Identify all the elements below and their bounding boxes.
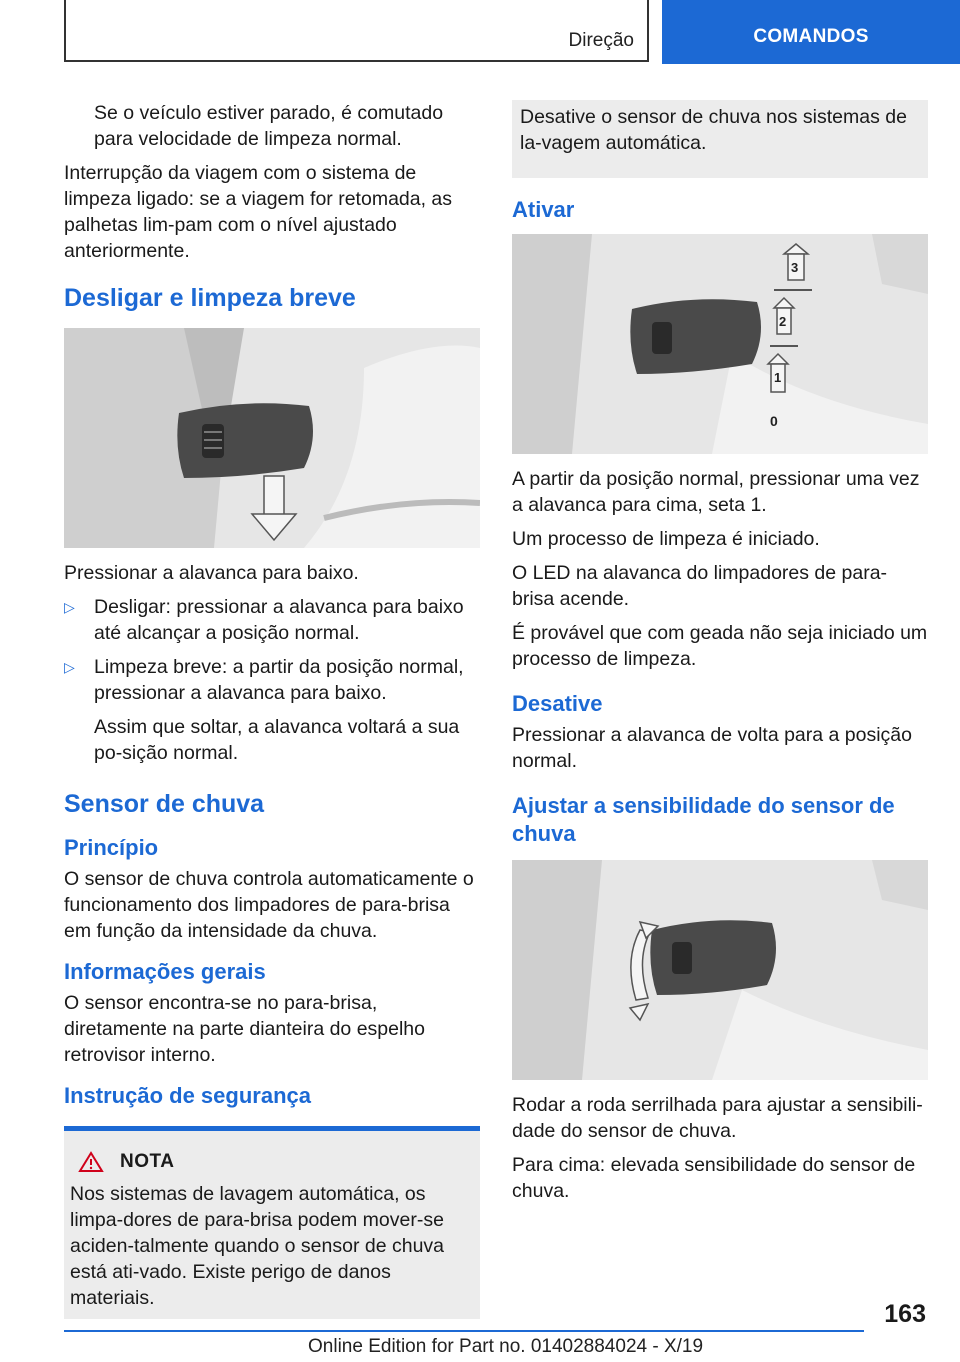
position-label: 2: [779, 314, 787, 329]
chapter-title: Direção: [568, 30, 634, 51]
subsection-heading: Desative: [512, 691, 603, 716]
triangle-bullet-icon: ▷: [64, 599, 75, 615]
wheel-illustration: [512, 860, 928, 1080]
subsection-heading: Informações gerais: [64, 959, 266, 984]
subsection-heading: Instrução de segurança: [64, 1083, 311, 1108]
sensitivity-wheel-image: [512, 860, 928, 1080]
section-tab[interactable]: COMANDOS: [662, 0, 960, 64]
info-box: [512, 100, 928, 178]
subsection-heading: Ativar: [512, 197, 575, 222]
warning-icon: [78, 1151, 104, 1173]
section-heading: Desligar e limpeza breve: [64, 284, 356, 312]
list-item-text: Desligar: pressionar a alavanca para baixo até alcançar a posição normal.: [94, 596, 464, 644]
list-item: [64, 594, 480, 646]
notice-box: [64, 1126, 480, 1319]
notice-title: NOTA: [120, 1151, 175, 1172]
position-label: 1: [774, 370, 782, 385]
info-text: Desative o sensor de chuva nos sistemas de la-vagem automática.: [520, 106, 907, 154]
paragraph: Interrupção da viagem com o sistema de limpeza ligado: se a viagem for retomada, as palhetas lim-pam com o nível ajustado anteriormente.: [64, 162, 453, 262]
page-number: 163: [884, 1300, 926, 1328]
page-header: [0, 0, 960, 64]
subsection-heading: Ajustar a sensibilidade do sensor de chuva: [512, 793, 895, 846]
paragraph: Se o veículo estiver parado, é comutado para velocidade de limpeza normal.: [94, 102, 444, 150]
paragraph: Um processo de limpeza é iniciado.: [512, 528, 820, 550]
edition-note: Online Edition for Part no. 01402884024 - X/19: [308, 1336, 704, 1357]
list-item-text: Limpeza breve: a partir da posição normal, pressionar a alavanca para baixo.: [94, 656, 464, 704]
triangle-bullet-icon: ▷: [64, 659, 75, 675]
left-column: [64, 100, 480, 1319]
notice-text: Nos sistemas de lavagem automática, os limpa-dores de para-brisa podem mover-se aciden-talmente quando o sensor de chuva está ati-vado. Existe perigo de danos materiais.: [70, 1183, 445, 1309]
list-item: [64, 654, 480, 706]
paragraph: Pressionar a alavanca para baixo.: [64, 562, 359, 584]
lever-push-down-image: [64, 328, 480, 548]
paragraph: O sensor encontra-se no para-brisa, diretamente na parte dianteira do espelho retrovisor interno.: [64, 992, 425, 1066]
notice-header: [70, 1149, 472, 1175]
paragraph: Pressionar a alavanca de volta para a posição normal.: [512, 724, 912, 772]
paragraph: A partir da posição normal, pressionar uma vez a alavanca para cima, seta 1.: [512, 468, 920, 516]
paragraph: Assim que soltar, a alavanca voltará a sua po-sição normal.: [94, 716, 460, 764]
subsection-heading: Princípio: [64, 835, 159, 860]
right-column: [512, 100, 928, 1212]
paragraph: É provável que com geada não seja iniciado um processo de limpeza.: [512, 622, 928, 670]
position-label: 3: [791, 260, 799, 275]
section-heading: Sensor de chuva: [64, 790, 265, 818]
header-frame: [64, 0, 649, 62]
lever-down-illustration: [64, 328, 480, 548]
footer-divider: [64, 1330, 864, 1332]
paragraph: Para cima: elevada sensibilidade do sensor de chuva.: [512, 1154, 916, 1202]
lever-up-illustration: [512, 234, 928, 454]
paragraph: O LED na alavanca do limpadores de para-brisa acende.: [512, 562, 888, 610]
position-label: 0: [770, 413, 778, 429]
lever-positions-image: [512, 234, 928, 454]
paragraph: O sensor de chuva controla automaticamente o funcionamento dos limpadores de para-brisa em função da intensidade da chuva.: [64, 868, 474, 942]
paragraph: Rodar a roda serrilhada para ajustar a sensibili-dade do sensor de chuva.: [512, 1094, 923, 1142]
